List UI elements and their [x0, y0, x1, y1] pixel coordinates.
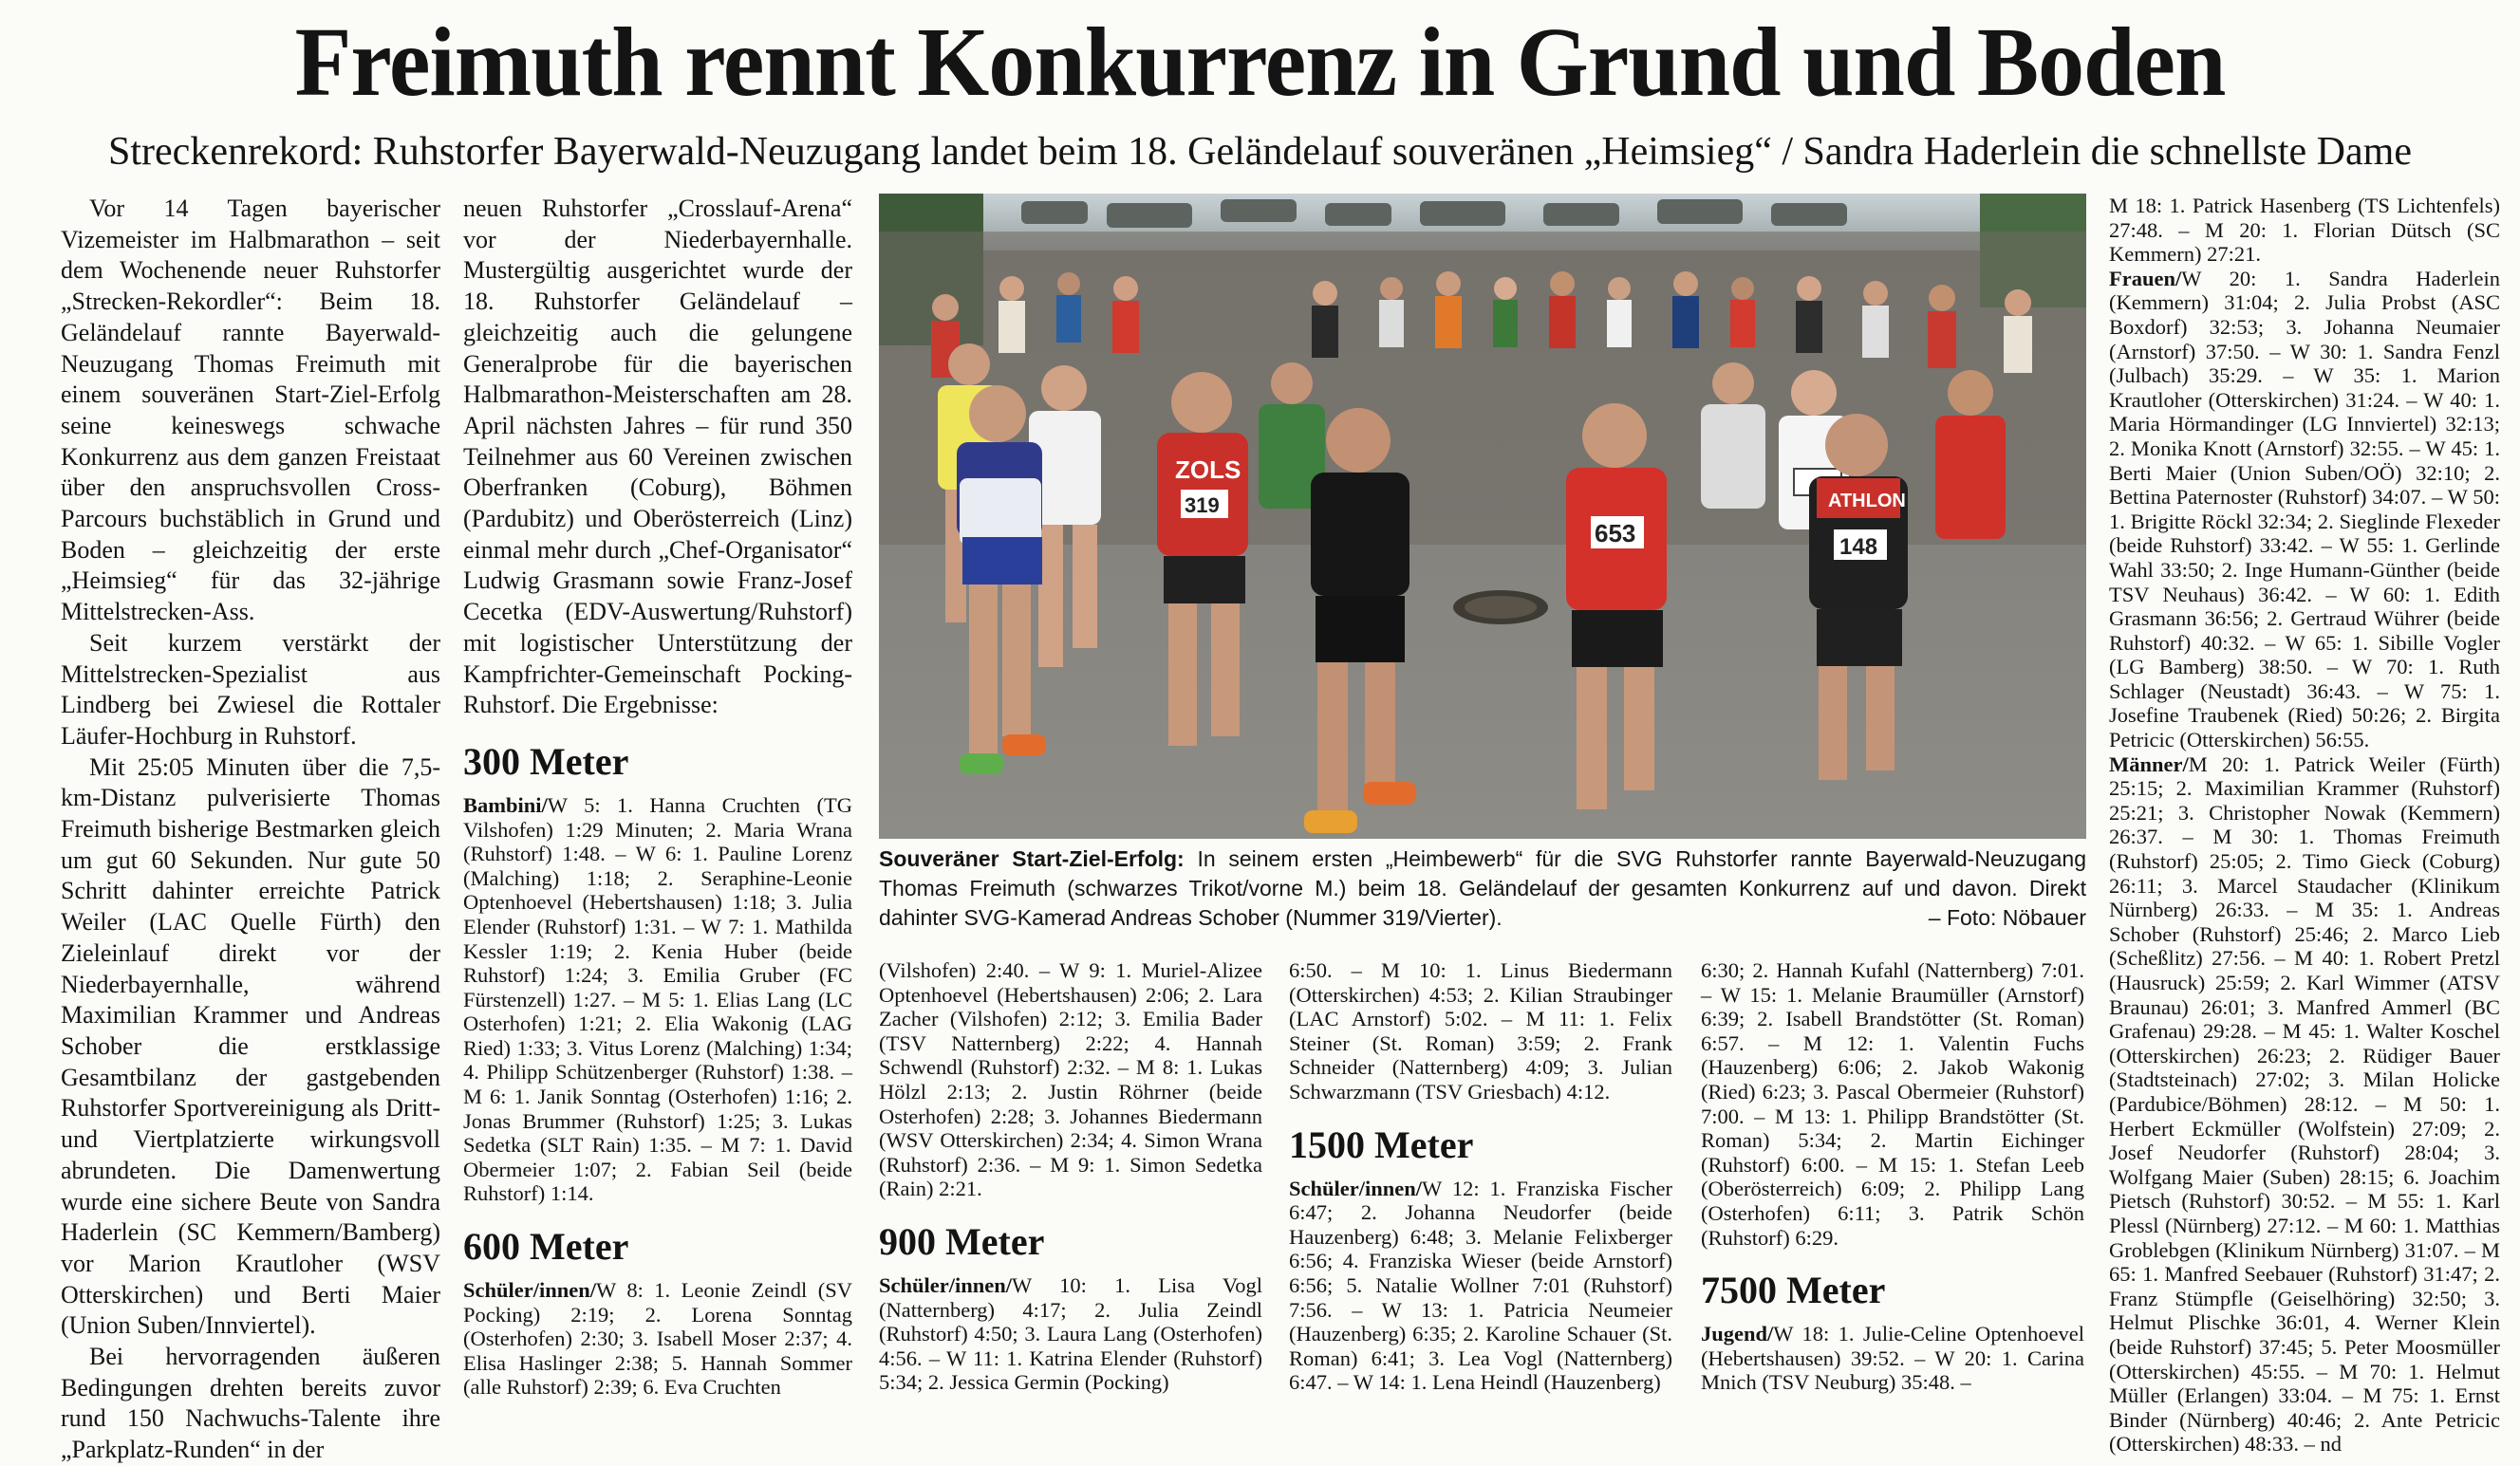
results-column-6 — [2109, 194, 2500, 1457]
category-label: Schüler/innen/ — [879, 1272, 1013, 1297]
results-text: (Vilshofen) 2:40. – W 9: 1. Muriel-Alizee Optenhoevel (Hebertshausen) 2:06; 2. Lara Zacher (Vilshofen) 2:12; 3. Emilia Bader (TSV Natternberg) 2:22; 4. Hannah Schwendl (Ruhstorf) 2:32. – M 8: 1. Lukas Hölzl 2:13; 2. Justin Röhrner (beide Osterhofen) 2:28; 3. Johannes Biedermann (WSV Otterskirchen) 2:34; 4. Simon Wrana (Ruhstorf) 2:36. – M 9: 1. Simon Sedetka (Rain) 2:21. — [879, 958, 1262, 1201]
race-start-photo — [879, 194, 2086, 839]
category-label: Bambini/ — [463, 792, 548, 817]
article-column-2 — [463, 194, 852, 1400]
category-label: Schüler/innen/ — [1289, 1176, 1423, 1200]
bib-number: 148 — [1839, 534, 1878, 560]
results-text: W 10: 1. Lisa Vogl (Natternberg) 4:17; 2. Julia Zeindl (Ruhstorf) 4:50; 3. Laura Lang (Osterhofen) 4:56. – W 11: 1. Katrina Elender (Ruhstorf) 5:34; 2. Jessica Germin (Pocking) — [879, 1272, 1262, 1395]
results-column-3 — [879, 958, 1262, 1395]
results-text: W 18: 1. Julie-Celine Optenhoevel (Hebertshausen) 39:52. – W 20: 1. Carina Mnich (TSV Neuburg) 35:48. – — [1701, 1322, 2084, 1395]
section-heading-7500m: 7500 Meter — [1701, 1269, 1886, 1312]
category-label: Jugend/ — [1701, 1322, 1774, 1346]
photo-credit: – Foto: Nöbauer — [1928, 905, 2086, 930]
results-text: W 12: 1. Franziska Fischer 6:47; 2. Johanna Neudorfer (beide Hauzenberg) 6:48; 3. Melanie Felixberger 6:56; 4. Franziska Wieser (beide Arnstorf) 6:56; 5. Natalie Wollner 7:01 (Ruhstorf) 7:56. – W 13: 1. Patricia Neumeier (Hauzenberg) 6:35; 2. Karoline Schauer (St. Roman) 6:41; 3. Lea Vogl (Natternberg) 6:47. – W 14: 1. Lena Heindl (Hauzenberg) — [1289, 1176, 1672, 1395]
results-column-5 — [1701, 958, 2084, 1395]
body-paragraph: Seit kurzem verstärkt der Mittelstrecken-Spezialist aus Lindberg bei Zwiesel die Rottaler Läufer-Hochburg in Ruhstorf. — [61, 628, 440, 750]
category-label: Schüler/innen/ — [463, 1278, 597, 1303]
caption-title: Souveräner Start-Ziel-Erfolg: — [879, 846, 1185, 871]
body-paragraph: Mit 25:05 Minuten über die 7,5-km-Distanz pulverisierte Thomas Freimuth bisherige Bestmarken gleich um gut 60 Sekunden. Nur gute 50 Schritt dahinter erreichte Patrick Weiler (LAC Quelle Fürth) den Zieleinlauf direkt vor der Niederbayernhalle, während Maximilian Krammer und Andreas Schober die erstklassige Gesamtbilanz der gastgebenden Ruhstorfer Sportvereinigung als Dritt- und Viertplatzierte wirkungsvoll abrundeten. Die Damenwertung wurde eine sichere Beute von Sandra Haderlein (SC Kemmern/Bamberg) vor Marion Krautloher (WSV Otterskirchen) und Berti Maier (Union Suben/Innviertel). — [61, 752, 440, 1340]
shirt-text: ZOLS — [1175, 455, 1241, 484]
results-text: W 20: 1. Sandra Haderlein (Kemmern) 31:04; 2. Julia Probst (ASC Boxdorf) 32:53; 3. Johanna Neumaier (Arnstorf) 37:50. – W 30: 1. Sandra Fenzl (Julbach) 35:29. – W 35: 1. Marion Krautloher (Otterskirchen) 31:24. – W 40: 1. Maria Hörmandinger (LG Innviertel) 32:13; 2. Monika Knott (Arnstorf) 32:55. – W 45: 1. Berti Maier (Union Suben/OÖ) 32:10; 2. Bettina Paternoster (Ruhstorf) 34:07. – W 50: 1. Brigitte Röckl 32:34; 2. Sieglinde Flexeder (beide Ruhstorf) 33:42. – W 55: 1. Gerlinde Wahl 33:50; 2. Inge Humann-Günther (beide TSV Neuhaus) 36:42. – W 60: 1. Edith Grasmann 36:56; 2. Gertraud Wührer (beide Ruhstorf) 40:32. – W 65: 1. Sibille Vogler (LG Bamberg) 38:50. – W 70: 1. Ruth Schlager (Neustadt) 36:43. – W 75: 1. Josefine Traubenek (Ried) 50:26; 2. Birgita Petricic (Otterskirchen) 56:55. — [2109, 266, 2500, 752]
results-text: W 5: 1. Hanna Cruchten (TG Vilshofen) 1:29 Minuten; 2. Maria Wrana (Ruhstorf) 1:48. – W 6: 1. Pauline Lorenz (Malching) 1:18; 2. Seraphine-Leonie Optenhoevel (Hebertshausen) 1:18; 3. Julia Elender (Ruhstorf) 1:31. – W 7: 1. Mathilda Kessler 1:19; 2. Kenia Huber (beide Ruhstorf) 1:24; 3. Emilia Gruber (FC Fürstenzell) 1:27. – M 5: 1. Elias Lang (LC Osterhofen) 1:21; 2. Elia Wakonig (LAG Ried) 1:33; 3. Vitus Lorenz (Malching) 1:34; 4. Philipp Schützenberger (Ruhstorf) 1:38. – M 6: 1. Janik Sonntag (Osterhofen) 1:16; 2. Jonas Brummer (Ruhstorf) 1:25; 3. Lukas Sedetka (SLT Rain) 1:35. – M 7: 1. David Obermeier 1:07; 2. Fabian Seil (beide Ruhstorf) 1:14. — [463, 792, 852, 1206]
body-paragraph: Vor 14 Tagen bayerischer Vizemeister im Halbmarathon – seit dem Wochenende neuer Ruhstorfer „Strecken-Rekordler“: Beim 18. Geländelauf rannte Bayerwald-Neuzugang Thomas Freimuth mit einem souveränen Start-Ziel-Erfolg seine keineswegs schwache Konkurrenz aus dem ganzen Freistaat über den anspruchsvollen Cross-Parcours buchstäblich in Grund und Boden – gleichzeitig der erste „Heimsieg“ für das 32-jährige Mittelstrecken-Ass. — [61, 195, 440, 626]
bib-number: 319 — [1185, 493, 1220, 517]
shirt-text: ATHLON — [1828, 491, 1906, 511]
results-7500m-continued — [2109, 194, 2500, 1457]
section-heading-600m: 600 Meter — [463, 1225, 629, 1269]
section-heading-900m: 900 Meter — [879, 1219, 1045, 1263]
results-900m — [879, 1273, 1262, 1395]
subheadline: Streckenrekord: Ruhstorfer Bayerwald-Neuzugang landet beim 18. Geländelauf souveränen „Heimsieg“ / Sandra Haderlein die schnellste Dame — [108, 130, 2412, 174]
results-column-4 — [1289, 958, 1672, 1395]
article-column-1 — [61, 194, 440, 1464]
section-heading-300m: 300 Meter — [463, 739, 629, 783]
body-paragraph: neuen Ruhstorfer „Crosslauf-Arena“ vor der Niederbayernhalle. Mustergültig ausgerichtet wurde der 18. Ruhstorfer Geländelauf – gleichzeitig auch die gelungene Generalprobe für die bayerischen Halbmarathon-Meisterschaften am 28. April nächsten Jahres – für rund 350 Teilnehmer aus 60 Vereinen zwischen Oberfranken (Coburg), Böhmen (Pardubitz) und Oberösterreich (Linz) einmal mehr durch „Chef-Organisator“ Ludwig Grasmann sowie Franz-Josef Cecetka (EDV-Auswertung/Ruhstorf) mit logistischer Unterstützung der Kampfrichter-Gemeinschaft Pocking-Ruhstorf. Die Ergebnisse: — [463, 195, 852, 719]
results-text: W 8: 1. Leonie Zeindl (SV Pocking) 2:19; 2. Lorena Sonntag (Osterhofen) 2:30; 3. Isabell Moser 2:37; 4. Elisa Haslinger 2:38; 5. Hannah Sommer (alle Ruhstorf) 2:39; 6. Eva Cruchten — [463, 1278, 852, 1400]
results-300m — [463, 793, 852, 1206]
photo-illustration — [879, 194, 2086, 839]
section-heading-1500m: 1500 Meter — [1289, 1123, 1474, 1166]
category-label: Männer/ — [2109, 752, 2189, 776]
results-600m — [463, 1278, 852, 1400]
results-7500m — [1701, 1322, 2084, 1395]
results-text: 6:30; 2. Hannah Kufahl (Natternberg) 7:01. – W 15: 1. Melanie Braumüller (Arnstorf) 6:39; 2. Isabell Brandstötter (St. Roman) 6:57. – M 12: 1. Valentin Fuchs (Hauzenberg) 6:06; 2. Jakob Wakonig (Ried) 6:23; 3. Pascal Obermeier (Ruhstorf) 7:00. – M 13: 1. Philipp Brandstötter (St. Roman) 5:34; 2. Martin Eichinger (Ruhstorf) 6:00. – M 15: 1. Stefan Leeb (Oberösterreich) 6:09; 2. Philipp Lang (Osterhofen) 6:11; 3. Patrik Schön (Ruhstorf) 6:29. — [1701, 958, 2084, 1250]
bib-number: 653 — [1595, 519, 1636, 547]
headline: Freimuth rennt Konkurrenz in Grund und Boden — [294, 8, 2226, 117]
body-paragraph: Bei hervorragenden äußeren Bedingungen drehten bereits zuvor rund 150 Nachwuchs-Talente ihre „Parkplatz-Runden“ in der — [61, 1343, 440, 1464]
results-text: M 20: 1. Patrick Weiler (Fürth) 25:15; 2. Maximilian Krammer (Ruhstorf) 25:21; 3. Christopher Nowak (Kemmern) 26:37. – M 30: 1. Thomas Freimuth (Ruhstorf) 25:05; 2. Timo Gieck (Coburg) 26:11; 3. Marcel Staudacher (Klinikum Nürnberg) 26:33. – M 35: 1. Andreas Schober (Ruhstorf) 25:46; 2. Marco Lieb (Scheßlitz) 27:56. – M 40: 1. Robert Pretzl (Hausruck) 25:59; 2. Karl Wimmer (ATSV Braunau) 26:01; 3. Manfred Ammerl (BC Grafenau) 29:28. – M 45: 1. Walter Koschel (Otterskirchen) 26:23; 2. Rüdiger Bauer (Stadtsteinach) 27:02; 3. Milan Holicke (Pardubice/Böhmen) 28:12. – M 50: 1. Herbert Eckmüller (Wolfstein) 27:09; 2. Josef Neudorfer (Ruhstorf) 28:04; 3. Wolfgang Maier (Suben) 28:15; 6. Joachim Pietsch (Ruhstorf) 30:52. – M 55: 1. Karl Plessl (Nürnberg) 27:12. – M 60: 1. Matthias Groblebgen (Klinikum Nürnberg) 31:07. – M 65: 1. Manfred Seebauer (Ruhstorf) 31:47; 2. Franz Stümpfle (Geiselhöring) 32:50; 3. Helmut Plischke 36:01, 4. Werner Klein (beide Ruhstorf) 37:45; 5. Peter Moosmüller (Otterskirchen) 45:55. – M 70: 1. Helmut Müller (Erlangen) 33:04. – M 75: 1. Ernst Binder (Nürnberg) 40:46; 2. Ante Petricic (Otterskirchen) 48:33. – nd — [2109, 752, 2500, 1457]
results-text: M 18: 1. Patrick Hasenberg (TS Lichtenfels) 27:48. – M 20: 1. Florian Dütsch (SC Kemmern) 27:21. — [2109, 194, 2500, 267]
caption-text: In seinem ersten „Heimbewerb“ für die SVG Ruhstorfer rannte Bayerwald-Neuzugang Thomas Freimuth (schwarzes Trikot/vorne M.) beim 18. Geländelauf der gesamten Konkurrenz auf und davon. Direkt dahinter SVG-Kamerad Andreas Schober (Nummer 319/Vierter). — [879, 846, 2086, 930]
results-text: 6:50. – M 10: 1. Linus Biedermann (Otterskirchen) 4:53; 2. Kilian Straubinger (LAC Arnstorf) 5:02. – M 11: 1. Felix Steiner (St. Roman) 3:59; 2. Frank Schneider (Natternberg) 4:09; 3. Julian Schwarzmann (TSV Griesbach) 4:12. — [1289, 958, 1672, 1104]
category-label: Frauen/ — [2109, 266, 2182, 290]
photo-caption — [879, 844, 2086, 933]
results-1500m — [1289, 1177, 1672, 1395]
